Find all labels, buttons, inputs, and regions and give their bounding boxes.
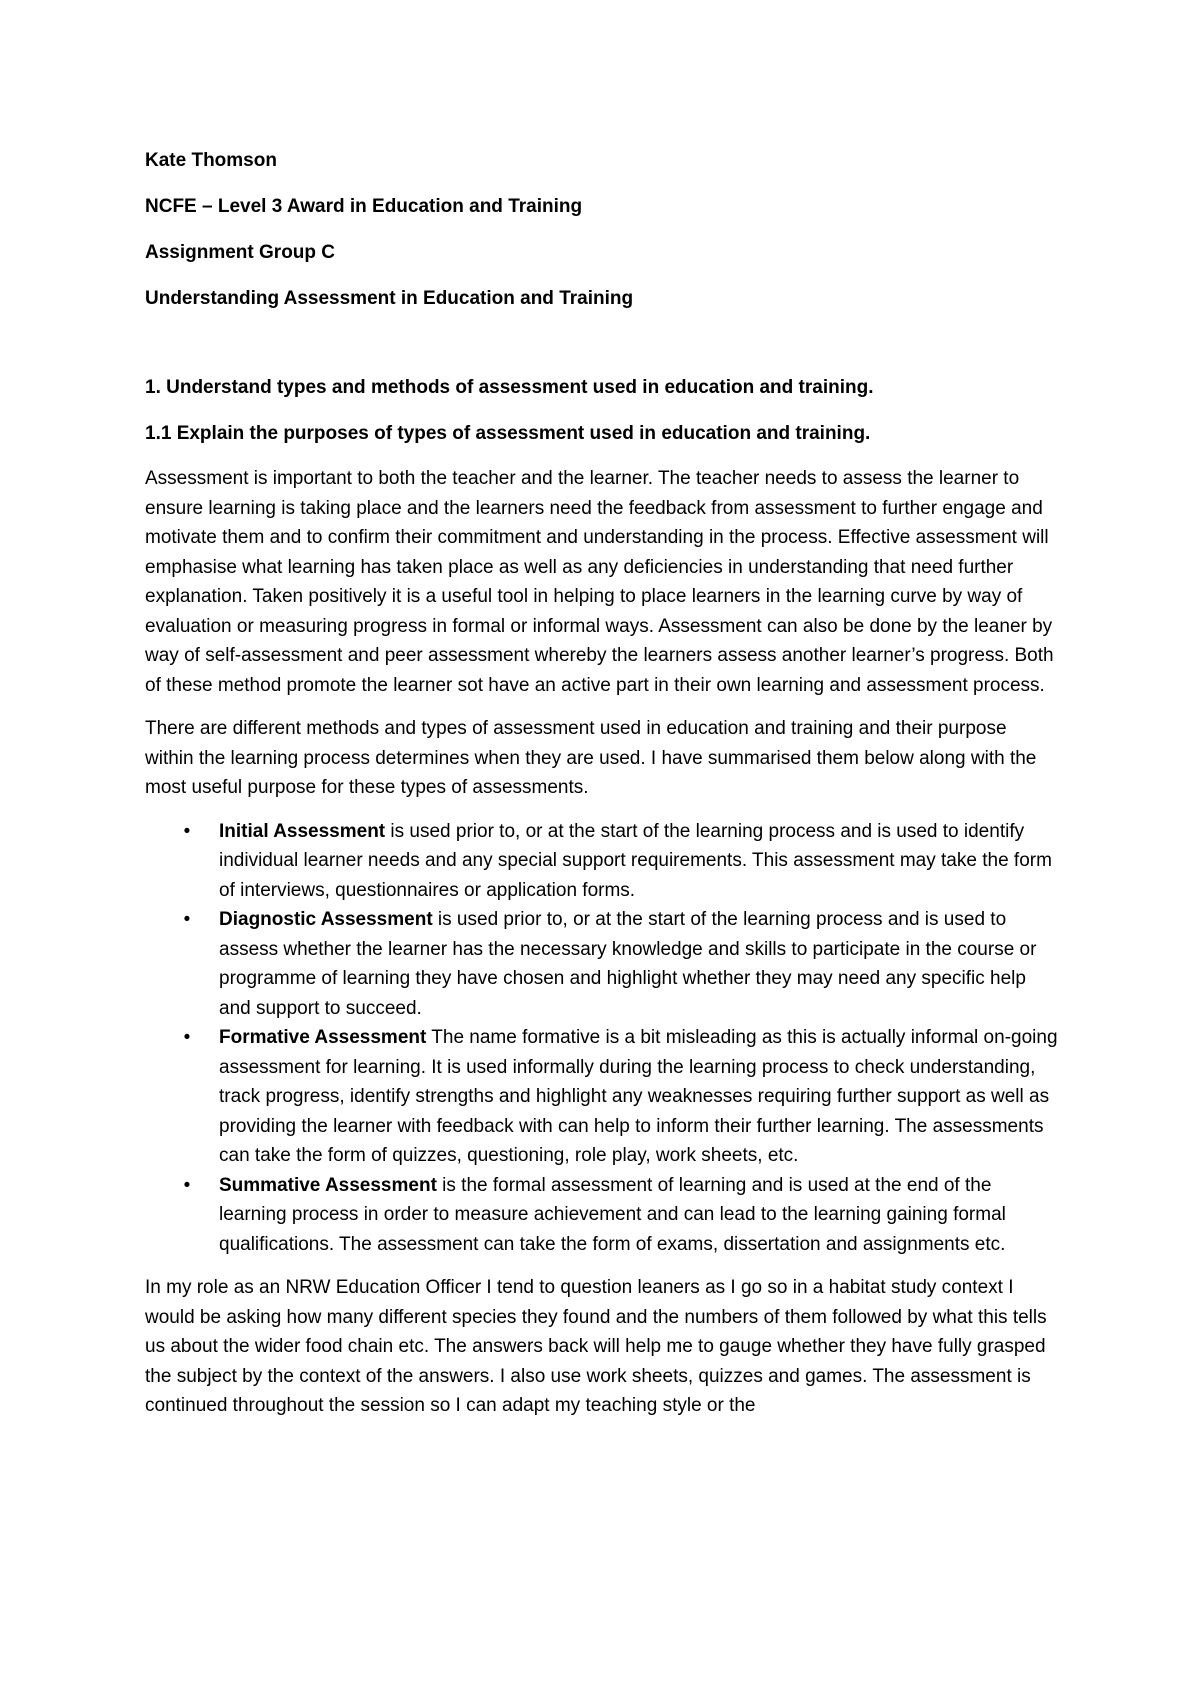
list-item-term: Diagnostic Assessment xyxy=(219,909,433,930)
list-item-formative-assessment xyxy=(145,1023,1060,1171)
bullet-icon: • xyxy=(183,909,191,930)
assessment-types-list xyxy=(145,817,1060,1260)
list-item-text: The name formative is a bit misleading as this is actually informal on-going assessment for learning. It is used informally during the learning process to check understanding, track progress, identify strengths and highlight any weaknesses requiring further support as well as providing the learner with feedback with can help to inform their further learning. The assessments can take the form of quizzes, questioning, role play, work sheets, etc. xyxy=(219,1027,1058,1166)
bullet-icon: • xyxy=(183,820,191,842)
paragraph-role-example: In my role as an NRW Education Officer I tend to question leaners as I go so in a habitat study context I would be asking how many different species they found and the numbers of them followed by what this tells us about the wider food chain etc. The answers back will help me to gauge whether they have fully grasped the subject by the context of the answers. I also use work sheets, quizzes and games. The assessment is continued throughout the session so I can adapt my teaching style or the xyxy=(145,1277,1047,1416)
list-item-summative-assessment xyxy=(145,1171,1060,1260)
list-item-term: Initial Assessment xyxy=(219,820,386,842)
paragraph-types-intro: There are different methods and types of assessment used in education and training and their purpose within the learning process determines when they are used. I have summarised them below along with the most useful purpose for these types of assessments. xyxy=(145,718,1037,798)
document-content xyxy=(145,146,1060,1435)
list-item-text: is used prior to, or at the start of the learning process and is used to identify individual learner needs and any special support requirements. This assessment may take the form of interviews, questionnaires or application forms. xyxy=(219,820,1052,901)
course-title: NCFE – Level 3 Award in Education and Training xyxy=(145,196,583,217)
author-name: Kate Thomson xyxy=(145,150,277,171)
paragraph-purpose: Assessment is important to both the teacher and the learner. The teacher needs to assess the learner to ensure learning is taking place and the learners need the feedback from assessment to further engage and motivate them and to confirm their commitment and understanding in the process. Effective assessment will emphasise what learning has taken place as well as any deficiencies in understanding that need further explanation. Taken positively it is a useful tool in helping to place learners in the learning curve by way of evaluation or measuring progress in formal or informal ways. Assessment can also be done by the leaner by way of self-assessment and peer assessment whereby the learners assess another learner’s progress. Both of these method promote the learner sot have an active part in their own learning and assessment process. xyxy=(145,468,1054,696)
assignment-title: Assignment Group C xyxy=(145,242,336,263)
list-item-initial-assessment xyxy=(145,817,1060,906)
list-item-term: Formative Assessment xyxy=(219,1027,427,1048)
section-heading: 1. Understand types and methods of assessment used in education and training. xyxy=(145,377,874,398)
list-item-term: Summative Assessment xyxy=(219,1174,437,1196)
bullet-icon: • xyxy=(183,1027,191,1048)
list-item-text: is the formal assessment of learning and is used at the end of the learning process in order to measure achievement and can lead to the learning gaining formal qualifications. The assessment can take the form of exams, dissertation and assignments etc. xyxy=(219,1174,1006,1255)
list-item-diagnostic-assessment xyxy=(145,905,1060,1023)
bullet-icon: • xyxy=(183,1174,191,1196)
unit-title: Understanding Assessment in Education and Training xyxy=(145,288,634,309)
subsection-heading: 1.1 Explain the purposes of types of assessment used in education and training. xyxy=(145,422,871,444)
list-item-text: is used prior to, or at the start of the learning process and is used to assess whether the learner has the necessary knowledge and skills to participate in the course or programme of learning they have chosen and highlight whether they may need any specific help and support to succeed. xyxy=(219,909,1037,1019)
